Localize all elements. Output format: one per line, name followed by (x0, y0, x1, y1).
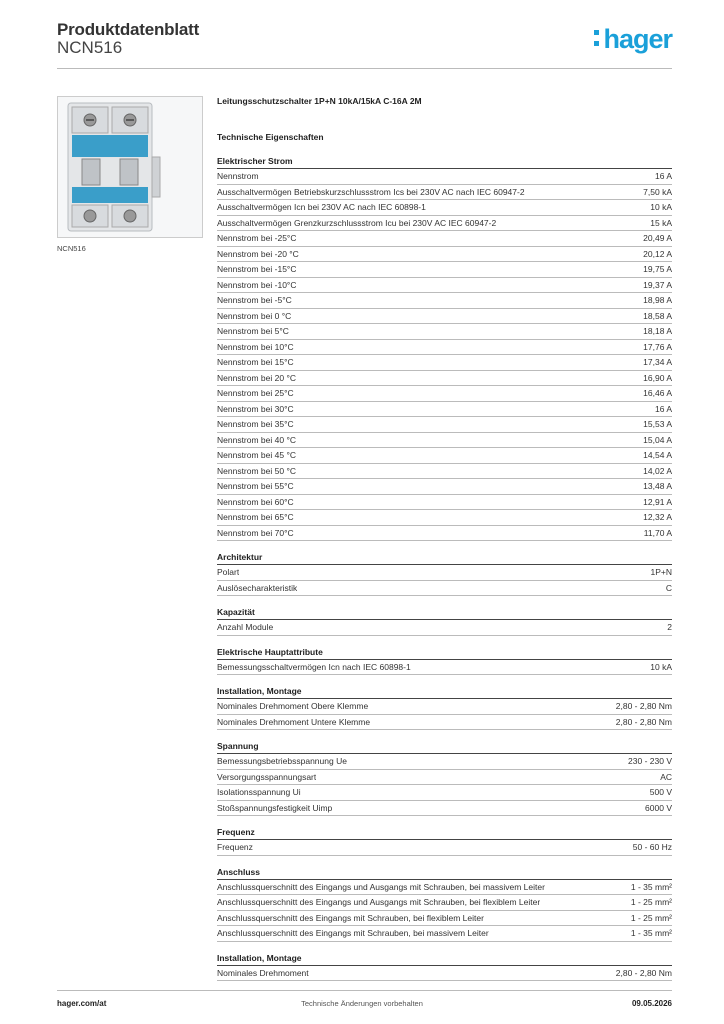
spec-label: Anschlussquerschnitt des Eingangs und Ausgangs mit Schrauben, bei massivem Leiter (217, 881, 545, 892)
section-title: Spannung (217, 740, 672, 754)
spec-label: Nennstrom bei -10°C (217, 279, 297, 290)
spec-label: Ausschaltvermögen Icn bei 230V AC nach IEC 60898-1 (217, 202, 426, 212)
spec-row (217, 231, 672, 247)
spec-label: Nennstrom bei 25°C (217, 388, 294, 398)
section-title: Anschluss (217, 866, 672, 880)
spec-row (217, 966, 672, 982)
spec-label: Ausschaltvermögen Grenzkurzschlussstrom Icu bei 230V AC IEC 60947-2 (217, 217, 497, 228)
spec-value: 17,34 A (643, 357, 672, 367)
spec-row (217, 293, 672, 309)
spec-label: Isolationsspannung Ui (217, 787, 301, 797)
spec-row (217, 565, 672, 581)
spec-value: 2,80 - 2,80 Nm (615, 716, 672, 727)
spec-section (217, 826, 672, 856)
spec-label: Anschlussquerschnitt des Eingangs mit Schrauben, bei flexiblem Leiter (217, 912, 484, 923)
spec-label: Auslösecharakteristik (217, 582, 298, 593)
spec-row (217, 620, 672, 636)
spec-value: 1 - 25 mm² (630, 897, 672, 907)
spec-row (217, 926, 672, 942)
spec-value: 2 (667, 622, 672, 632)
spec-row (217, 581, 672, 597)
spec-row (217, 200, 672, 216)
spec-value: 1 - 35 mm² (630, 928, 672, 938)
spec-label: Nennstrom bei 10°C (217, 341, 294, 352)
spec-value: 19,75 A (643, 264, 672, 274)
spec-label: Nennstrom bei 70°C (217, 527, 294, 538)
section-title: Kapazität (217, 606, 672, 620)
spec-value: 12,32 A (643, 512, 672, 522)
spec-row (217, 660, 672, 676)
spec-value: 14,54 A (643, 450, 672, 460)
spec-row (217, 801, 672, 817)
section-title: Installation, Montage (217, 952, 672, 966)
footer-disclaimer: Technische Änderungen vorbehalten (301, 999, 423, 1008)
spec-label: Nennstrom (217, 171, 259, 181)
spec-label: Anschlussquerschnitt des Eingangs mit Schrauben, bei massivem Leiter (217, 928, 489, 938)
spec-row (217, 169, 672, 185)
spec-row (217, 699, 672, 715)
spec-section (217, 155, 672, 541)
spec-value: 17,76 A (643, 341, 672, 352)
spec-label: Bemessungsschaltvermögen Icn nach IEC 60898-1 (217, 661, 411, 672)
spec-value: 7,50 kA (643, 186, 672, 197)
tech-heading: Technische Eigenschaften (217, 132, 324, 142)
section-title: Frequenz (217, 826, 672, 840)
spec-row (217, 479, 672, 495)
spec-section (217, 606, 672, 636)
spec-label: Nennstrom bei 15°C (217, 357, 294, 367)
spec-row (217, 510, 672, 526)
footer-divider (57, 990, 672, 991)
spec-row (217, 216, 672, 232)
spec-value: C (665, 582, 672, 593)
spec-row (217, 911, 672, 927)
spec-row (217, 371, 672, 387)
spec-sections (217, 155, 672, 981)
spec-row (217, 386, 672, 402)
spec-section (217, 952, 672, 982)
section-title: Elektrischer Strom (217, 155, 672, 169)
spec-label: Nennstrom bei 0 °C (217, 310, 292, 321)
spec-label: Anschlussquerschnitt des Eingangs und Ausgangs mit Schrauben, bei flexiblem Leiter (217, 897, 541, 907)
spec-label: Nennstrom bei -25°C (217, 233, 297, 243)
spec-row (217, 402, 672, 418)
spec-label: Nennstrom bei 50 °C (217, 465, 296, 476)
spec-section (217, 646, 672, 676)
spec-row (217, 464, 672, 480)
spec-row (217, 278, 672, 294)
spec-value: 13,48 A (643, 481, 672, 491)
footer-website: hager.com/at (57, 999, 107, 1008)
spec-row (217, 754, 672, 770)
spec-row (217, 185, 672, 201)
spec-label: Nennstrom bei 20 °C (217, 372, 296, 383)
spec-label: Nennstrom bei -15°C (217, 264, 297, 274)
spec-value: 18,58 A (643, 310, 672, 321)
section-title: Elektrische Hauptattribute (217, 646, 672, 660)
spec-value: 230 - 230 V (628, 756, 672, 766)
hager-logo (594, 26, 672, 53)
spec-value: 15,53 A (643, 419, 672, 429)
spec-value: 1P+N (650, 567, 672, 577)
spec-row (217, 355, 672, 371)
logo-text: hager (603, 24, 672, 54)
spec-row (217, 433, 672, 449)
product-image (57, 96, 203, 238)
spec-row (217, 840, 672, 856)
product-code: NCN516 (57, 38, 123, 57)
spec-value: 10 kA (650, 202, 672, 212)
spec-label: Ausschaltvermögen Betriebskurzschlussstrom Ics bei 230V AC nach IEC 60947-2 (217, 186, 525, 197)
section-title: Architektur (217, 551, 672, 565)
spec-value: 19,37 A (643, 279, 672, 290)
spec-section (217, 685, 672, 730)
product-title: Leitungsschutzschalter 1P+N 10kA/15kA C-16A 2M (217, 96, 422, 106)
circuit-breaker-icon (58, 97, 202, 237)
page-title: Produktdatenblatt (57, 20, 200, 39)
spec-label: Versorgungsspannungsart (217, 771, 317, 782)
spec-value: 20,12 A (643, 248, 672, 259)
spec-section (217, 740, 672, 816)
spec-label: Nennstrom bei 55°C (217, 481, 294, 491)
spec-row (217, 262, 672, 278)
spec-section (217, 551, 672, 596)
spec-value: 50 - 60 Hz (632, 842, 672, 852)
spec-value: 16,46 A (643, 388, 672, 398)
spec-label: Nennstrom bei 40 °C (217, 434, 296, 445)
spec-value: 16,90 A (643, 372, 672, 383)
spec-label: Nennstrom bei -20 °C (217, 248, 299, 259)
spec-row (217, 417, 672, 433)
spec-label: Nennstrom bei 35°C (217, 419, 294, 429)
spec-label: Stoßspannungsfestigkeit Uimp (217, 802, 333, 813)
spec-value: 16 A (654, 171, 672, 181)
spec-value: 11,70 A (643, 527, 672, 538)
spec-label: Frequenz (217, 842, 253, 852)
spec-value: 16 A (654, 403, 672, 414)
spec-value: 6000 V (645, 802, 672, 813)
spec-label: Polart (217, 567, 240, 577)
spec-label: Nennstrom bei 45 °C (217, 450, 296, 460)
spec-value: 10 kA (650, 661, 672, 672)
spec-label: Nennstrom bei 65°C (217, 512, 294, 522)
spec-label: Nominales Drehmoment Untere Klemme (217, 716, 371, 727)
spec-row (217, 526, 672, 542)
spec-section (217, 866, 672, 942)
spec-label: Nennstrom bei 30°C (217, 403, 294, 414)
image-caption: NCN516 (57, 244, 86, 253)
spec-label: Nennstrom bei -5°C (217, 295, 292, 305)
spec-row (217, 880, 672, 896)
spec-row (217, 309, 672, 325)
spec-value: 14,02 A (643, 465, 672, 476)
spec-value: 18,98 A (643, 295, 672, 305)
spec-label: Nominales Drehmoment Obere Klemme (217, 701, 369, 711)
spec-label: Bemessungsbetriebsspannung Ue (217, 756, 347, 766)
spec-value: 20,49 A (643, 233, 672, 243)
spec-value: 1 - 25 mm² (630, 912, 672, 923)
spec-label: Anzahl Module (217, 622, 274, 632)
spec-row (217, 785, 672, 801)
spec-label: Nennstrom bei 60°C (217, 496, 294, 507)
spec-label: Nominales Drehmoment (217, 967, 309, 978)
spec-value: 15,04 A (643, 434, 672, 445)
spec-value: 2,80 - 2,80 Nm (615, 701, 672, 711)
spec-row (217, 448, 672, 464)
spec-row (217, 715, 672, 731)
spec-row (217, 324, 672, 340)
spec-row (217, 247, 672, 263)
spec-label: Nennstrom bei 5°C (217, 326, 289, 336)
spec-value: 2,80 - 2,80 Nm (615, 967, 672, 978)
section-title: Installation, Montage (217, 685, 672, 699)
spec-content (217, 96, 672, 991)
spec-row (217, 495, 672, 511)
footer-date: 09.05.2026 (631, 999, 672, 1008)
spec-row (217, 895, 672, 911)
logo-dots-icon (594, 30, 601, 52)
header-divider (57, 68, 672, 69)
spec-value: 1 - 35 mm² (630, 881, 672, 892)
spec-value: 18,18 A (643, 326, 672, 336)
spec-value: AC (660, 771, 672, 782)
spec-value: 15 kA (650, 217, 672, 228)
spec-value: 12,91 A (643, 496, 672, 507)
spec-row (217, 770, 672, 786)
spec-value: 500 V (649, 787, 672, 797)
spec-row (217, 340, 672, 356)
